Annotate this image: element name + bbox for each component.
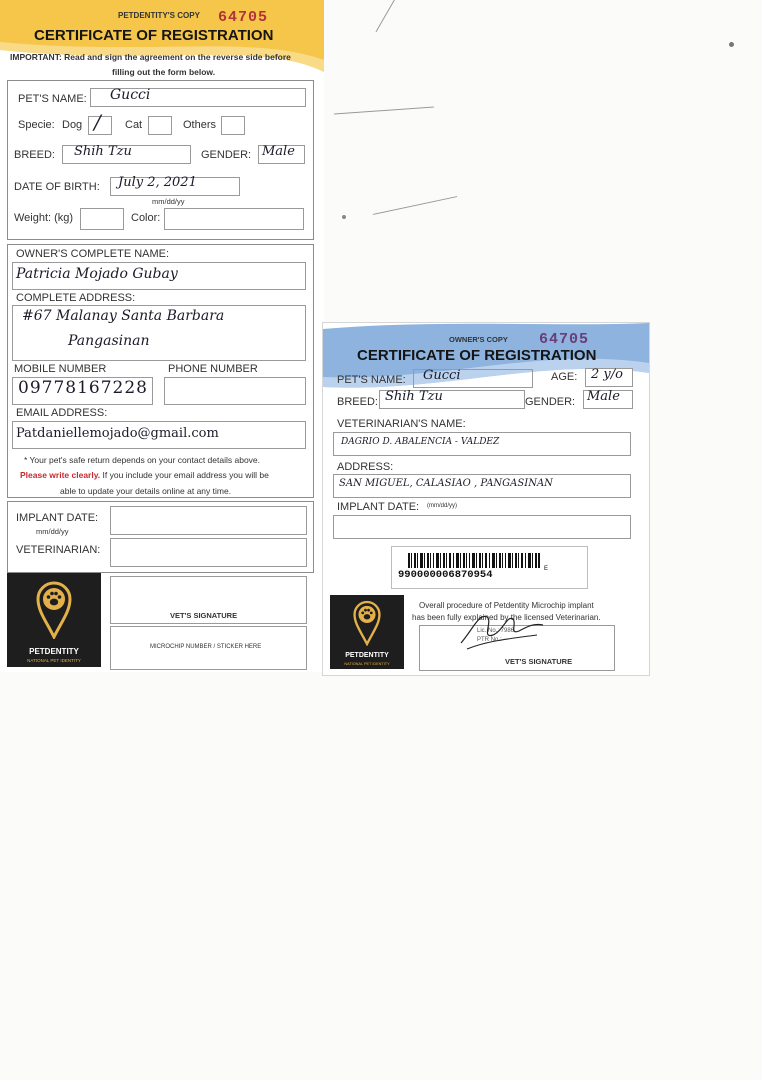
owner-implant-date-label: IMPLANT DATE:	[337, 501, 420, 513]
others-label: Others	[183, 119, 217, 131]
note-line1: * Your pet's safe return depends on your contact details above.	[24, 455, 261, 465]
owner-copy-card	[322, 322, 650, 676]
pet-copy-serial: 64705	[218, 9, 269, 26]
pet-copy-important-1: IMPORTANT: Read and sign the agreement on the reverse side before	[10, 52, 291, 62]
breed-label: BREED:	[14, 149, 55, 161]
dob-format: mm/dd/yy	[152, 197, 185, 206]
owner-copy-title: CERTIFICATE OF REGISTRATION	[357, 347, 597, 364]
address-label: COMPLETE ADDRESS:	[16, 292, 136, 304]
dog-check-mark: /	[94, 110, 101, 134]
owner-gender-label: GENDER:	[525, 396, 576, 408]
phone-field[interactable]	[164, 377, 306, 405]
owner-implant-date-format: (mm/dd/yy)	[427, 503, 457, 509]
implant-date-label: IMPLANT DATE:	[16, 512, 99, 524]
owner-logo-tagline: NATIONAL PET IDENTITY	[344, 662, 390, 666]
paw-pin-icon	[36, 581, 72, 639]
veterinarian-field[interactable]	[110, 538, 307, 567]
microchip-label: MICROCHIP NUMBER / STICKER HERE	[150, 644, 262, 650]
owner-vet-signature-label: VET'S SIGNATURE	[505, 657, 573, 666]
owner-pet-name-label: PET'S NAME:	[337, 374, 406, 386]
implant-date-format: mm/dd/yy	[36, 527, 69, 536]
owner-breed-value: Shih Tzu	[385, 389, 443, 404]
dog-label: Dog	[62, 119, 83, 131]
pet-name-value: Gucci	[110, 87, 151, 103]
pet-copy-card	[0, 0, 324, 672]
note-line2	[20, 470, 269, 480]
others-checkbox[interactable]	[221, 116, 245, 135]
phone-label: PHONE NUMBER	[168, 363, 258, 375]
owner-address-value: SAN MIGUEL, CALASIAO , PANGASINAN	[339, 478, 553, 489]
microchip-barcode-sticker	[391, 546, 588, 589]
owner-gender-value: Male	[587, 389, 620, 404]
pet-copy-label: PETDENTITY'S COPY	[118, 11, 200, 20]
email-label: EMAIL ADDRESS:	[16, 407, 108, 419]
note-line3: able to update your details online at any time.	[60, 486, 232, 496]
owner-copy-serial: 64705	[539, 331, 590, 348]
owner-name-value: Patricia Mojado Gubay	[16, 266, 178, 282]
weight-label: Weight: (kg)	[14, 212, 74, 224]
mobile-label: MOBILE NUMBER	[14, 363, 107, 375]
scan-mark	[376, 0, 397, 32]
cat-checkbox[interactable]	[148, 116, 172, 135]
cat-label: Cat	[125, 119, 143, 131]
address-value-line2: Pangasinan	[68, 333, 150, 349]
scan-mark	[334, 107, 434, 115]
specie-label: Specie:	[18, 119, 55, 131]
stamp-ptr: PTR No.:	[477, 637, 502, 643]
owner-implant-date-field[interactable]	[333, 515, 631, 539]
vet-name-value: DAGRIO D. ABALENCIA - VALDEZ	[341, 437, 500, 447]
pet-copy-important-2: filling out the form below.	[112, 67, 216, 77]
pet-copy-title: CERTIFICATE OF REGISTRATION	[34, 27, 274, 44]
vet-signature-scribble	[457, 605, 547, 651]
address-value-line1: #67 Malanay Santa Barbara	[22, 308, 225, 324]
logo-name: PETDENTITY	[29, 647, 79, 656]
color-field[interactable]	[164, 208, 304, 230]
scan-dot	[342, 215, 346, 219]
barcode-suffix: E	[544, 566, 549, 572]
owner-petdentity-logo	[330, 595, 404, 669]
scan-mark	[373, 196, 457, 215]
procedure-line1: Overall procedure of Petdentity Microchip implant	[419, 601, 594, 610]
vet-signature-label: VET'S SIGNATURE	[170, 611, 238, 620]
note-line2-rest: If you include your email address you will be	[100, 470, 269, 480]
dob-value: July 2, 2021	[118, 175, 197, 190]
age-label: AGE:	[551, 371, 578, 383]
owner-paw-pin-icon	[353, 600, 381, 646]
age-value: 2 y/o	[591, 367, 623, 382]
note-red: Please write clearly.	[20, 470, 101, 480]
scan-dot	[729, 42, 734, 47]
logo-tagline: NATIONAL PET IDENTITY	[27, 658, 81, 663]
gender-value: Male	[262, 144, 295, 159]
veterinarian-label: VETERINARIAN:	[16, 544, 101, 556]
implant-date-field[interactable]	[110, 506, 307, 535]
owner-breed-label: BREED:	[337, 396, 378, 408]
owner-logo-name: PETDENTITY	[345, 652, 389, 659]
barcode-number: 990000006870954	[398, 569, 493, 581]
stamp-lic: Lic. No.: 7986	[477, 628, 515, 634]
breed-value: Shih Tzu	[74, 144, 132, 159]
pet-name-label: PET'S NAME:	[18, 93, 87, 105]
weight-field[interactable]	[80, 208, 124, 230]
color-label: Color:	[131, 212, 161, 224]
mobile-value: 09778167228	[18, 378, 148, 398]
gender-label: GENDER:	[201, 149, 252, 161]
owner-pet-name-value: Gucci	[423, 368, 461, 383]
owner-address-label: ADDRESS:	[337, 461, 394, 473]
vet-name-label: VETERINARIAN'S NAME:	[337, 418, 466, 430]
barcode-icon	[408, 553, 540, 568]
procedure-line2: has been fully explained by the licensed Veterinarian.	[412, 613, 601, 622]
owner-name-label: OWNER'S COMPLETE NAME:	[16, 248, 170, 260]
petdentity-logo	[7, 573, 101, 667]
email-value: Patdaniellemojado@gmail.com	[16, 426, 219, 441]
dob-label: DATE OF BIRTH:	[14, 181, 100, 193]
owner-copy-label: OWNER'S COPY	[449, 335, 508, 344]
